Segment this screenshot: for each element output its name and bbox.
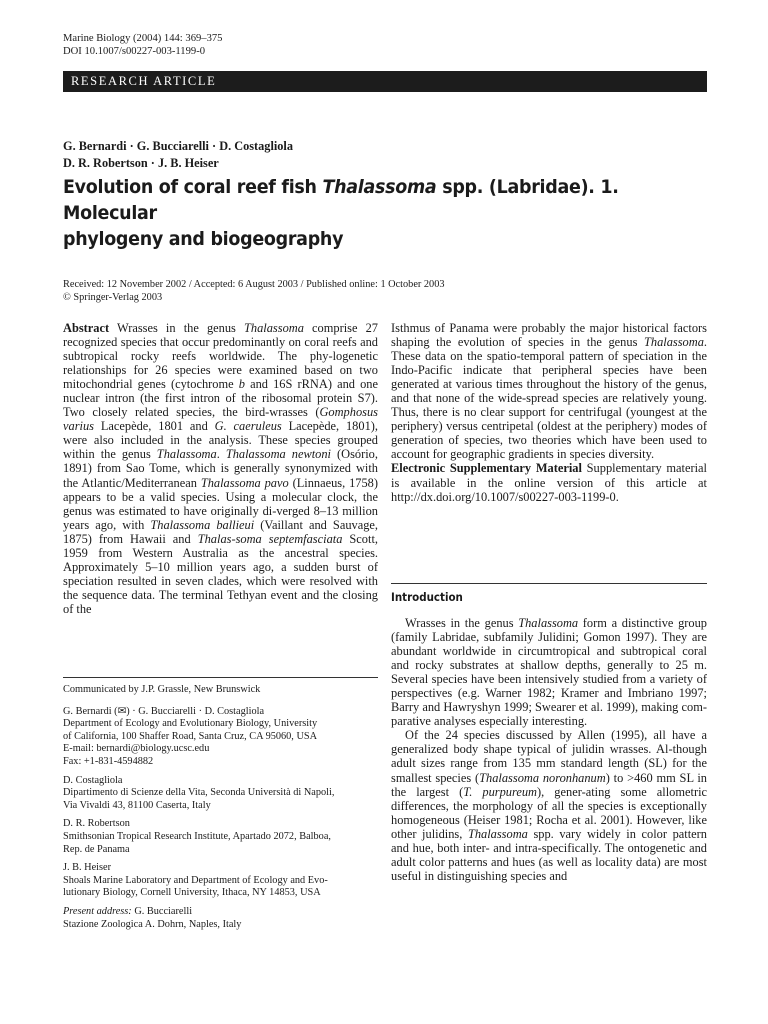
affiliation-5-line-1: Stazione Zoologica A. Dohrn, Naples, Italy bbox=[63, 918, 242, 930]
affiliation-4-line-1: Shoals Marine Laboratory and Department of Ecology and Evo- bbox=[63, 874, 328, 886]
affiliation-2-line-1: Dipartimento di Scienze della Vita, Seconda Università di Napoli, bbox=[63, 787, 335, 799]
communicated-by: Communicated by J.P. Grassle, New Brunswick bbox=[63, 684, 261, 695]
affiliation-4-name: J. B. Heiser bbox=[63, 862, 112, 874]
abstract-label: Abstract bbox=[63, 321, 110, 335]
affiliation-1 bbox=[63, 706, 378, 769]
title-part-1: Evolution of coral reef fish bbox=[63, 177, 323, 198]
affiliation-5-name: G. Bucciarelli bbox=[134, 905, 193, 917]
introduction-paragraph-1: Wrasses in the genus Thalassoma form a distinctive group (family Labridae, subfamily Julidini; Gomon 1997). They are abundant worldwide in circumtropical and subtropical coral and rocky substrates at shallow depths, generally to 25 m. Several species have been intensively studied from a variety of perspectives (e.g. Warner 1982; Kramer and Imbriano 1997; Barry and Hawryshyn 1999; Swearer et al. 1999), making com-parative analyses especially interesting. bbox=[391, 616, 707, 729]
present-address-label: Present address: bbox=[63, 905, 132, 917]
affiliation-1-dept: Department of Ecology and Evolutionary Biology, University bbox=[63, 718, 318, 730]
affiliations bbox=[63, 684, 378, 937]
introduction-body bbox=[391, 616, 707, 883]
affiliation-1-names: G. Bernardi (✉) · G. Bucciarelli · D. Costagliola bbox=[63, 705, 265, 717]
authors-line-2: D. R. Robertson · J. B. Heiser bbox=[63, 155, 219, 170]
affiliation-4-line-2: lutionary Biology, Cornell University, Ithaca, NY 14853, USA bbox=[63, 887, 321, 899]
affiliation-divider bbox=[63, 677, 378, 678]
journal-citation: Marine Biology (2004) 144: 369–375 bbox=[63, 33, 223, 44]
affiliation-3-name: D. R. Robertson bbox=[63, 818, 130, 830]
journal-doi: DOI 10.1007/s00227-003-1199-0 bbox=[63, 45, 206, 57]
affiliation-1-fax: Fax: +1-831-4594882 bbox=[63, 755, 154, 767]
abstract-continuation-block bbox=[391, 321, 707, 504]
affiliation-1-email: E-mail: bernardi@biology.ucsc.edu bbox=[63, 743, 210, 755]
introduction-divider bbox=[391, 583, 707, 584]
abstract-body: Abstract Wrasses in the genus Thalassoma comprise 27 recognized species that occur predominantly on coral reefs and subtropical rocky reefs worldwide. The phy-logenetic relationships for 26 species were examined based on two mitochondrial genes (cytochrome b and 16S rRNA) and one nuclear intron (the first intron of the ribosomal protein S7). Two closely related species, the bird-wrasses (Gomphosus varius Lacepède, 1801 and G. caeruleus Lacepède, 1801), were also included in the analysis. These species grouped within the genus Thalassoma. Thalassoma newtoni (Osório, 1891) from Sao Tome, which is generally synonymized with the Atlantic/Mediterranean Thalassoma pavo (Linnaeus, 1758) appears to be a valid species. Using a molecular clock, the genus was estimated to have originally di-verged 8–13 million years ago, with Thalassoma ballieui (Vaillant and Sauvage, 1875) from Hawaii and Thalas-soma septemfasciata Scott, 1959 from Western Australia as the ancestral species. Approximately 5–10 million years ago, a sudden burst of speciation resulted in seven clades, which were resolved with the sequence data. The terminal Tethyan event and the closing of the bbox=[63, 321, 379, 616]
publication-history bbox=[63, 278, 723, 304]
affiliation-2-line-2: Via Vivaldi 43, 81100 Caserta, Italy bbox=[63, 799, 211, 811]
paper-title bbox=[63, 175, 677, 253]
author-list bbox=[63, 138, 293, 171]
esm-label: Electronic Supplementary Material bbox=[391, 461, 582, 476]
title-genus: Thalassoma bbox=[322, 177, 437, 198]
copyright: © Springer-Verlag 2003 bbox=[63, 292, 163, 303]
esm-note bbox=[391, 461, 707, 503]
authors-line-1: G. Bernardi · G. Bucciarelli · D. Costagliola bbox=[63, 139, 293, 153]
introduction-paragraph-2: Of the 24 species discussed by Allen (1995), all have a generalized body shape typical of julidin wrasses. Al-though adult sizes range from 135 mm standard length (SL) for the smallest species (Thalassoma noronhanum) to >460 mm SL in the largest (T. purpureum), gener-ating some allometric differences, the morphology of all the species is exceptionally homogeneous (Heiser 1981; Rocha et al. 2001). However, like other julidins, Thalassoma spp. vary widely in color pattern and hue, both inter- and intra-specifically. The ontogenetic and adult color patterns and hues (as well as locality data) are most useful in distinguishing species and bbox=[391, 728, 708, 883]
affiliation-3-line-1: Smithsonian Tropical Research Institute, Apartado 2072, Balboa, bbox=[63, 830, 331, 842]
affiliation-4 bbox=[63, 862, 378, 900]
affiliation-5 bbox=[63, 906, 378, 931]
affiliation-3 bbox=[63, 818, 378, 856]
affiliation-1-address: of California, 100 Shaffer Road, Santa Cruz, CA 95060, USA bbox=[63, 730, 318, 742]
title-line-2: phylogeny and biogeography bbox=[63, 229, 344, 250]
esm-text: Supplementary material is available in the online version of this article at http://dx.doi.org/10.1007/s00227-003-1199-0. bbox=[391, 461, 707, 504]
introduction-heading: Introduction bbox=[391, 591, 463, 604]
affiliation-3-line-2: Rep. de Panama bbox=[63, 843, 130, 855]
article-type-band: RESEARCH ARTICLE bbox=[63, 71, 707, 92]
affiliation-2-name: D. Costagliola bbox=[63, 774, 123, 786]
journal-header bbox=[63, 33, 222, 59]
received-dates: Received: 12 November 2002 / Accepted: 6 August 2003 / Published online: 1 October 2003 bbox=[63, 279, 445, 290]
affiliation-2 bbox=[63, 775, 378, 813]
title-part-2: spp. (Labridae). 1. Molecular bbox=[63, 177, 619, 224]
abstract-continuation: Isthmus of Panama were probably the major historical factors shaping the evolution of species in the genus Thalassoma. These data on the spatio-temporal pattern of speciation in the Indo-Pacific indicate that peripheral species have been generated at various times throughout the history of the genus, and that none of the wide-spread species are relatively young. Thus, there is no clear support for centrifugal (youngest at the periphery) versus centripetal (oldest at the periphery) modes of generation of species, two theories which have been used to account for geographic gradients in species diversity. bbox=[391, 321, 707, 462]
